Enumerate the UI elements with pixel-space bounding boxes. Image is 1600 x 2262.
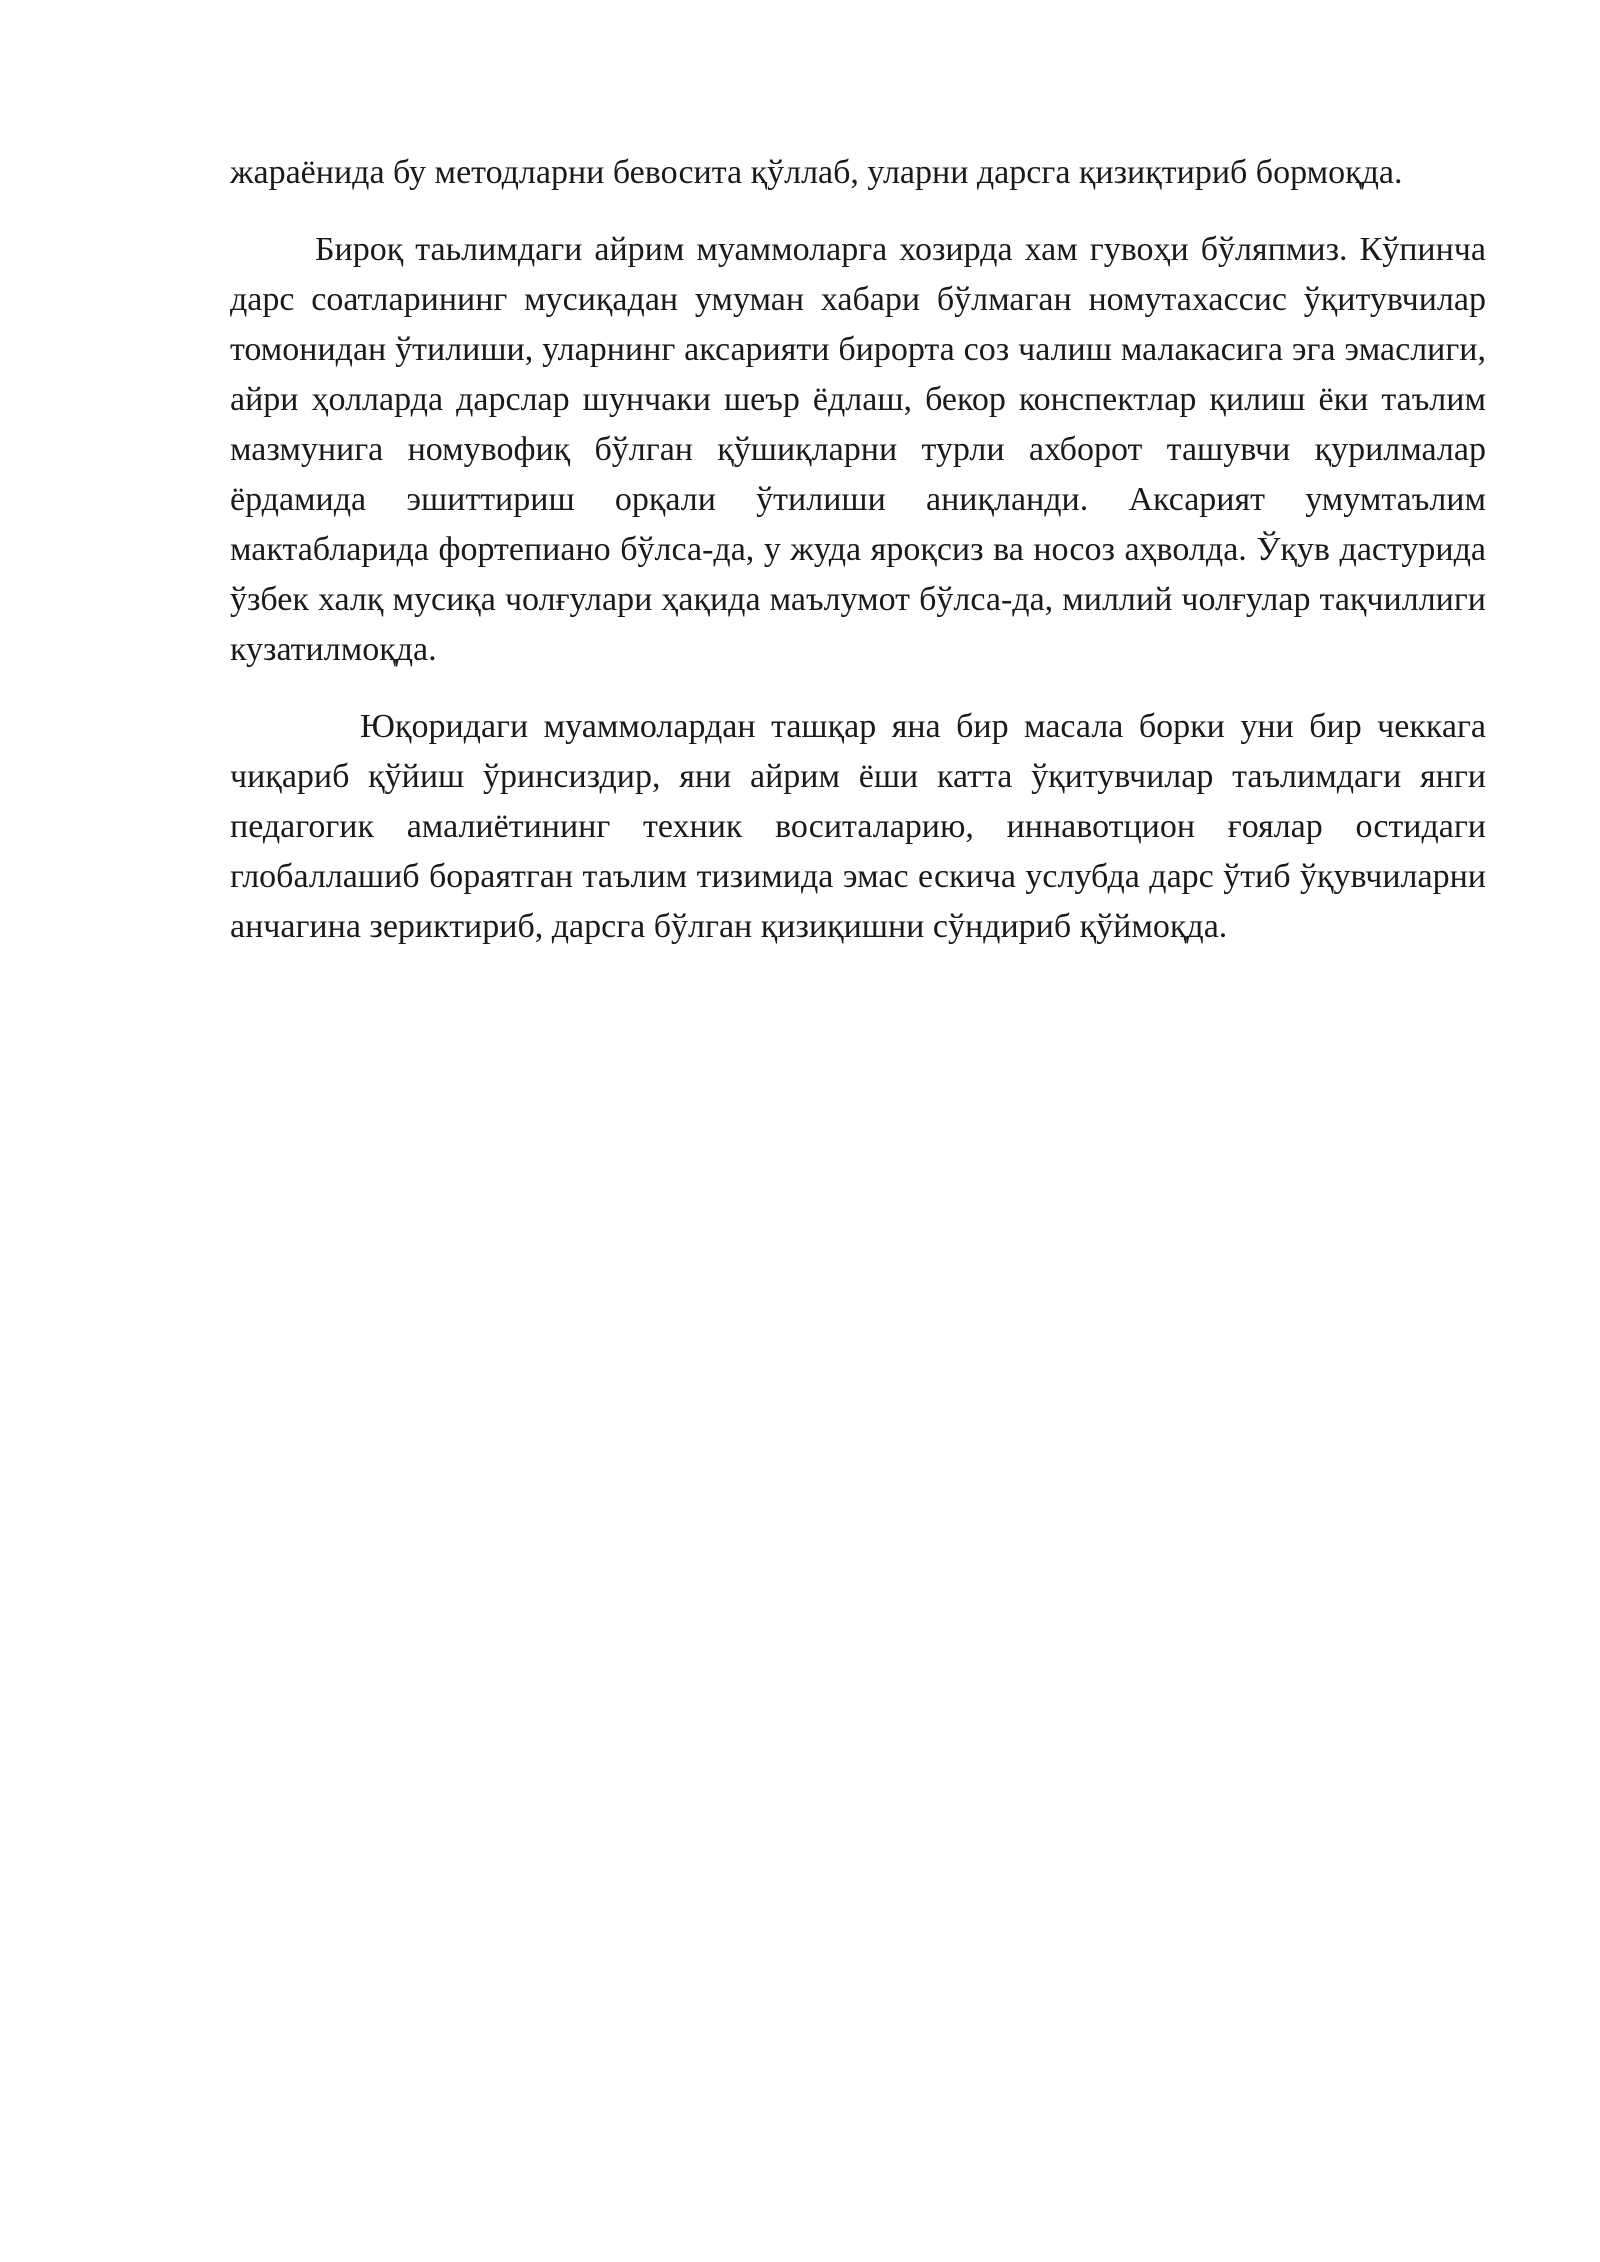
paragraph-continuation: жараёнида бу методларни бевосита қўллаб, уларни дарсга қизиқтириб бормоқда. [230,154,1403,191]
paragraph-older-teachers: Юқоридаги муаммолардан ташқар яна бир масала борки уни бир чеккага чиқариб қўйиш ўринсиздир, яни айрим ёши катта ўқитувчилар таълимдаги янги педагогик амалиётининг техник воситаларию, иннавотцион ғоялар остидаги глобаллашиб бораятган таълим тизимида эмас ескича услубда дарс ўтиб ўқувчиларни анчагина зериктириб, дарсга бўлган қизиқишни сўндириб қўймоқда. [230,708,1486,945]
paragraph-problems: Бироқ таьлимдаги айрим муаммоларга хозирда хам гувоҳи бўляпмиз. Кўпинча дарс соатларининг мусиқадан умуман хабари бўлмаган номутахассис ўқитувчилар томонидан ўтилиши, уларнинг аксарияти бирорта соз чалиш малакасига эга эмаслиги, айри ҳолларда дарслар шунчаки шеър ёдлаш, бекор конспектлар қилиш ёки таълим мазмунига номувофиқ бўлган қўшиқларни турли ахборот ташувчи қурилмалар ёрдамида эшиттириш орқали ўтилиши аниқланди. Аксарият умумтаълим мактабларида фортепиано бўлса-да, у жуда яроқсиз ва носоз аҳволда. Ўқув дастурида ўзбек халқ мусиқа чолғулари ҳақида маълумот бўлса-да, миллий чолғулар тақчиллиги кузатилмоқда. [230,231,1486,668]
document-body [230,148,1486,979]
